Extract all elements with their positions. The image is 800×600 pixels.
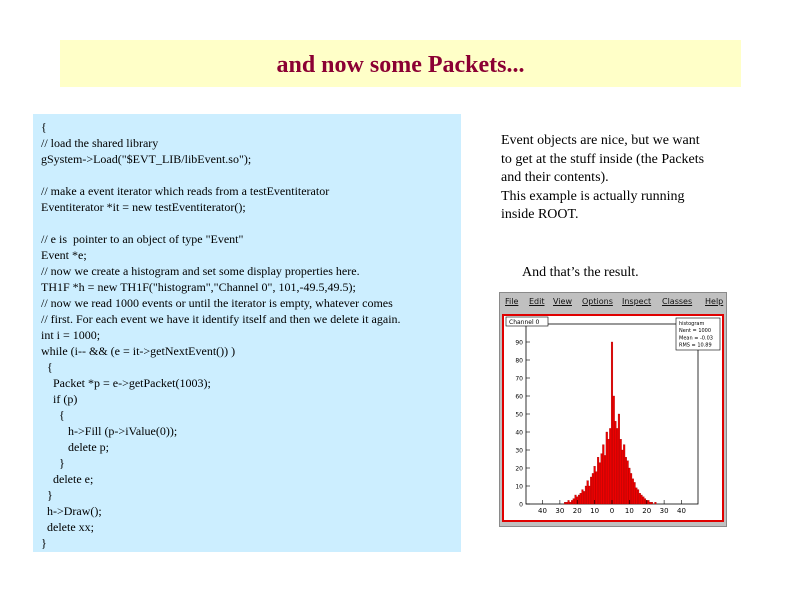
histogram-bar [590,477,592,504]
stats-line: Nent = 1000 [679,328,712,335]
description-line: and their contents). [501,170,609,185]
histogram-bar [575,495,577,504]
code-line: { [41,360,53,374]
histogram-bar [639,493,641,504]
code-line: // first. For each event we have it identify itself and then we delete it again. [41,312,401,326]
code-box [33,114,461,552]
hist-title: Channel 0 [509,319,540,326]
x-tick-label: 40 [538,507,547,515]
y-tick-label: 10 [515,483,523,491]
histogram-bar [587,481,589,504]
x-tick-label: 30 [555,507,565,515]
code-line: while (i-- && (e = it->getNextEvent()) ) [41,344,236,358]
histogram-bar [620,439,622,504]
y-tick-label: 90 [515,339,523,347]
menu-item-help[interactable]: Help [705,297,724,306]
histogram-bar [618,414,620,504]
x-tick-label: 10 [590,507,600,515]
menu-item-file[interactable]: File [505,297,519,306]
code-line [41,215,401,231]
histogram-bar [564,502,566,504]
description-line: inside ROOT. [501,207,579,222]
histogram-bar [615,421,617,504]
slide-title: and now some Packets... [276,52,525,78]
histogram-bar [606,432,608,504]
histogram-bar [566,502,568,504]
code-line: int i = 1000; [41,328,101,342]
histogram-bar [644,499,646,504]
stats-line: Mean = -0.03 [679,335,713,342]
histogram-bar [641,495,643,504]
histogram-bar [611,342,613,504]
histogram-bar [630,473,632,504]
description-text [501,132,746,225]
menu-item-classes[interactable]: Classes [662,297,693,306]
description-line: to get at the stuff inside (the Packets [501,151,705,167]
histogram-bar [616,428,618,504]
root-menubar [500,295,726,309]
code-line: delete e; [41,472,94,486]
x-tick-label: 20 [572,507,582,515]
x-tick-label: 0 [609,507,615,515]
code-listing [41,119,401,551]
histogram-bar [583,491,585,504]
code-line: gSystem->Load("$EVT_LIB/libEvent.so"); [41,152,252,166]
histogram-bar [613,396,615,504]
code-line: TH1F *h = new TH1F("histogram","Channel 0", 101,-49.5,49.5); [41,280,356,294]
histogram-bar [635,488,637,504]
histogram-bar [582,490,584,504]
title-bar [60,40,741,87]
y-tick-label: 30 [515,447,523,455]
menu-item-view[interactable]: View [553,297,572,306]
y-tick-label: 80 [515,357,523,365]
histogram-bar [625,457,627,504]
code-line: Packet *p = e->getPacket(1003); [41,376,211,390]
code-line: } [41,456,65,470]
x-tick-label: 40 [677,507,686,515]
histogram-bar [627,461,629,504]
histogram-bar [597,457,599,504]
histogram-bar [623,445,625,504]
code-line: h->Draw(); [41,504,102,518]
code-line: // now we create a histogram and set some display properties here. [41,264,360,278]
result-caption: And that’s the result. [522,265,639,280]
histogram-bar [592,473,594,504]
code-line: // e is pointer to an object of type "Event" [41,232,244,246]
histogram-bar [589,486,591,504]
code-line [41,167,401,183]
histogram-bar [595,472,597,504]
stats-line: histogram [679,321,705,327]
code-line: // load the shared library [41,136,159,150]
histogram-bar [634,482,636,504]
histogram-bar [585,486,587,504]
y-tick-label: 0 [519,501,523,509]
histogram-bar [578,495,580,504]
y-tick-label: 60 [515,393,523,401]
histogram-bar [594,466,596,504]
histogram-bar [609,428,611,504]
stats-line: RMS = 10.89 [679,342,712,349]
y-tick-label: 50 [515,411,523,419]
code-line: Eventiterator *it = new testEventiterator(); [41,200,246,214]
histogram-bar [568,500,570,504]
y-tick-label: 20 [515,465,523,473]
histogram-chart [504,316,722,520]
description-line: This example is actually running [501,188,685,204]
histogram-bar [622,450,624,504]
histogram-bar [655,502,657,504]
menu-item-options[interactable]: Options [582,297,613,306]
code-line: { [41,408,65,422]
histogram-bar [642,497,644,504]
menu-item-edit[interactable]: Edit [529,297,545,306]
code-line: Event *e; [41,248,87,262]
code-line: if (p) [41,392,78,406]
histogram-bar [651,502,653,504]
histogram-bar [604,455,606,504]
code-line: } [41,536,47,550]
y-tick-label: 70 [515,375,523,383]
histogram-bar [573,499,575,504]
root-canvas [502,314,724,522]
x-tick-label: 20 [642,507,652,515]
code-line: { [41,120,47,134]
x-tick-label: 10 [624,507,634,515]
code-line: delete p; [41,440,109,454]
code-line: // now we read 1000 events or until the iterator is empty, whatever comes [41,296,393,310]
histogram-bar [637,490,639,504]
histogram-bar [601,454,603,504]
histogram-bar [571,500,573,504]
code-line: h->Fill (p->iValue(0)); [41,424,178,438]
histogram-bar [632,479,634,504]
menu-item-inspect[interactable]: Inspect [622,297,652,306]
histogram-bar [599,463,601,504]
description-line: Event objects are nice, but we want [501,133,700,148]
histogram-bar [649,502,651,504]
histogram-bar [602,445,604,504]
x-tick-label: 30 [659,507,669,515]
code-line: } [41,488,53,502]
histogram-bar [608,439,610,504]
code-line: delete xx; [41,520,94,534]
code-line: // make a event iterator which reads from a testEventiterator [41,184,330,198]
histogram-bar [629,468,631,504]
y-tick-label: 40 [515,429,523,437]
histogram-bar [648,500,650,504]
histogram-bar [569,502,571,504]
histogram-bar [580,493,582,504]
root-window-screenshot [499,292,727,527]
